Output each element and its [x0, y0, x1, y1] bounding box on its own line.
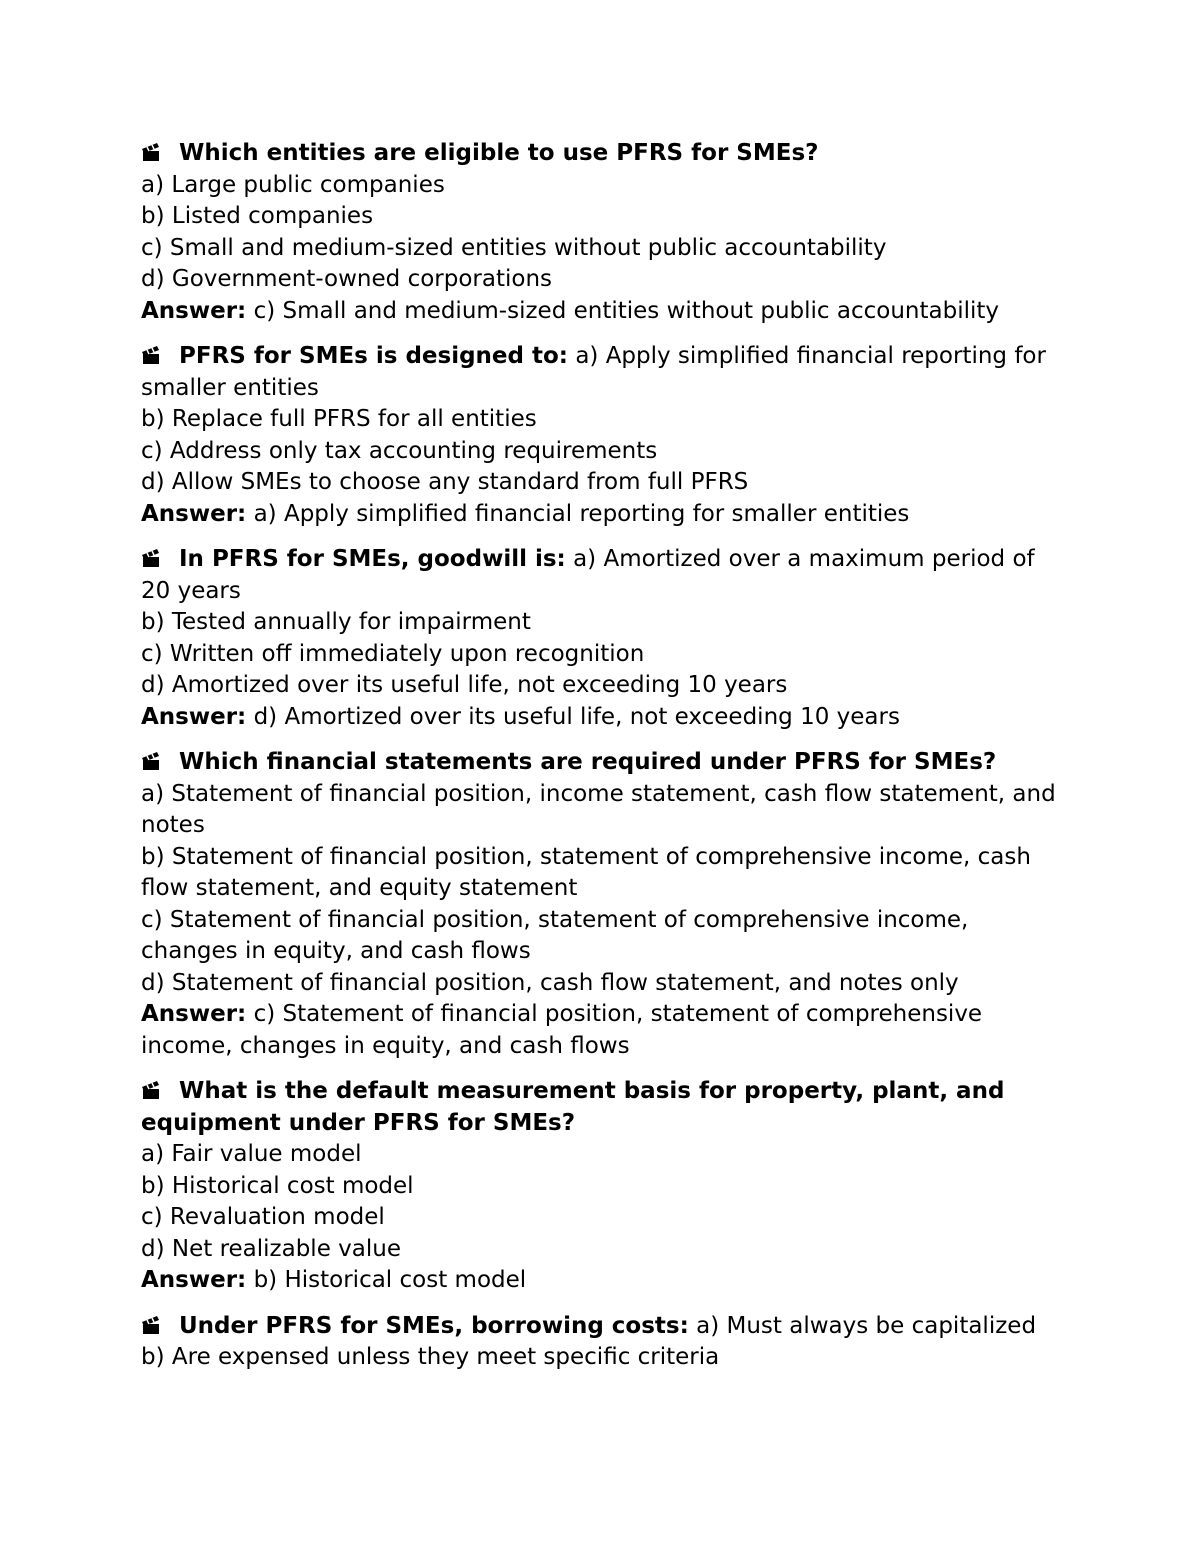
answer-text: c) Statement of financial position, statement of comprehensive income, changes in equity, and cash flows: [141, 1001, 983, 1059]
question-text: Under PFRS for SMEs, borrowing costs:: [179, 1312, 689, 1339]
option-b: b) Historical cost model: [141, 1172, 414, 1199]
question-text: PFRS for SMEs is designed to:: [179, 343, 568, 369]
question-text: What is the default measurement basis for property, plant, and equipment under PFRS for SMEs?: [141, 1078, 1005, 1136]
answer-text: d) Amortized over its useful life, not exceeding 10 years: [253, 703, 900, 730]
answer-text: a) Apply simplified financial reporting for smaller entities: [253, 500, 910, 527]
answer-line: [141, 1265, 1071, 1297]
answer-line: [141, 296, 1071, 328]
question-text: In PFRS for SMEs, goodwill is:: [179, 546, 566, 572]
option-a: a) Large public companies: [141, 171, 445, 198]
question-line: [141, 544, 1071, 607]
question-block: [141, 1076, 1071, 1297]
option-c: c) Written off immediately upon recognition: [141, 640, 645, 667]
option-d: d) Allow SMEs to choose any standard from full PFRS: [141, 469, 749, 495]
document-page: [141, 138, 1071, 1388]
option-b: b) Listed companies: [141, 203, 374, 229]
question-line: [141, 341, 1071, 404]
clapperboard-icon: [141, 142, 161, 162]
option-c: c) Address only tax accounting requirements: [141, 437, 658, 464]
question-block: [141, 341, 1071, 530]
answer-label: Answer:: [141, 297, 247, 324]
clapperboard-icon: [141, 1315, 161, 1335]
answer-line: [141, 999, 1071, 1062]
question-text: Which entities are eligible to use PFRS for SMEs?: [179, 140, 819, 166]
option-a: a) Must always be capitalized: [696, 1312, 1037, 1339]
option-a: a) Fair value model: [141, 1141, 362, 1167]
option-b: b) Replace full PFRS for all entities: [141, 406, 537, 432]
option-c: c) Statement of financial position, statement of comprehensive income, changes in equity, and cash flows: [141, 906, 969, 964]
option-a: a) Apply simplified financial reporting for smaller entities: [141, 343, 1046, 401]
clapperboard-icon: [141, 345, 161, 365]
question-line: [141, 747, 1071, 779]
option-d: d) Amortized over its useful life, not exceeding 10 years: [141, 672, 788, 698]
clapperboard-icon: [141, 548, 161, 568]
question-line: [141, 138, 1071, 170]
answer-label: Answer:: [141, 1267, 247, 1293]
option-d: d) Statement of financial position, cash flow statement, and notes only: [141, 969, 959, 996]
clapperboard-icon: [141, 751, 161, 771]
question-block: [141, 544, 1071, 733]
answer-text: b) Historical cost model: [253, 1267, 527, 1293]
option-b: b) Tested annually for impairment: [141, 609, 531, 635]
question-line: [141, 1076, 1071, 1139]
answer-line: [141, 702, 1071, 734]
question-text: Which financial statements are required under PFRS for SMEs?: [179, 749, 997, 775]
answer-line: [141, 499, 1071, 531]
answer-label: Answer:: [141, 703, 247, 730]
answer-text: c) Small and medium-sized entities without public accountability: [253, 297, 1000, 324]
option-d: d) Net realizable value: [141, 1235, 401, 1262]
question-line: [141, 1311, 1071, 1343]
option-b: b) Statement of financial position, statement of comprehensive income, cash flow statement, and equity statement: [141, 843, 1031, 901]
question-block: [141, 747, 1071, 1062]
answer-label: Answer:: [141, 500, 247, 527]
question-block: [141, 1311, 1071, 1374]
question-block: [141, 138, 1071, 327]
option-c: c) Revaluation model: [141, 1204, 385, 1230]
option-c: c) Small and medium-sized entities without public accountability: [141, 234, 887, 261]
clapperboard-icon: [141, 1080, 161, 1100]
option-d: d) Government-owned corporations: [141, 266, 553, 292]
option-a: a) Statement of financial position, income statement, cash flow statement, and notes: [141, 780, 1056, 838]
option-b: b) Are expensed unless they meet specific criteria: [141, 1344, 720, 1370]
option-a: a) Amortized over a maximum period of 20 years: [141, 546, 1035, 604]
answer-label: Answer:: [141, 1001, 247, 1027]
